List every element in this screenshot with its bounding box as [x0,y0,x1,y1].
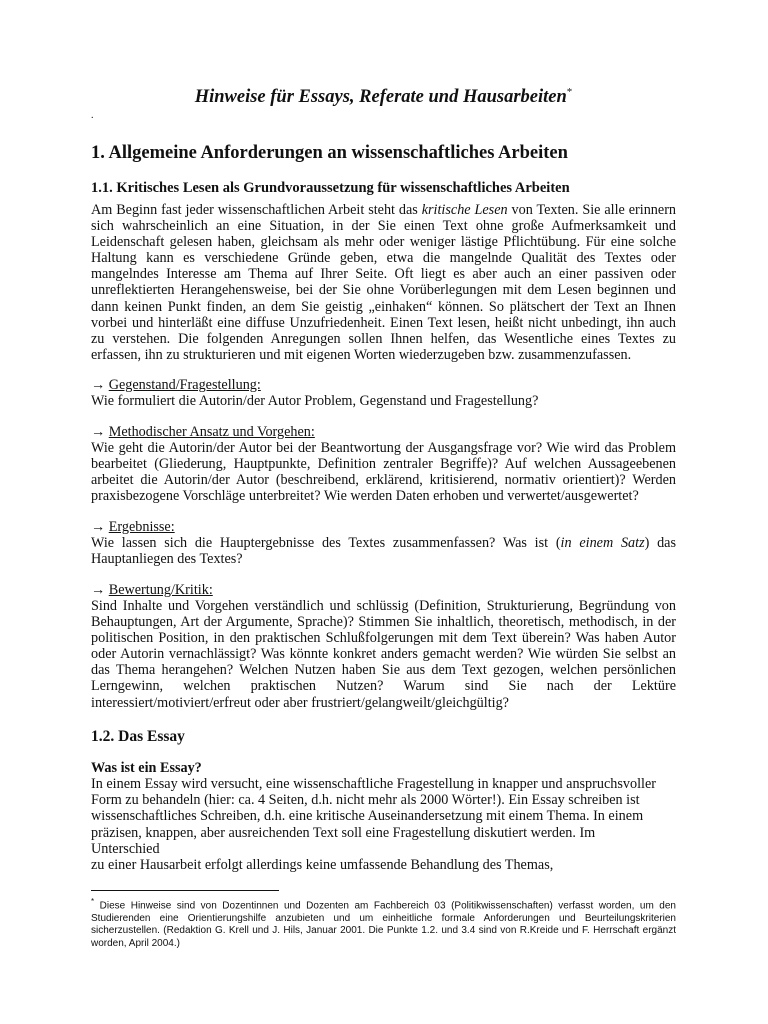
essay-line: In einem Essay wird versucht, eine wissenschaftliche Fragestellung in knapper und anspruchsvoller [91,776,656,792]
intro-paragraph [91,202,676,363]
title-footnote-marker[interactable]: * [566,86,573,98]
footnote-divider [91,890,279,891]
point-2-heading [91,424,315,440]
essay-line: wissenschaftliches Schreiben, d.h. eine kritische Auseinandersetzung mit einem Thema. In einem [91,808,644,825]
point-1-label: Gegenstand/Fragestellung: [108,377,261,393]
footnote [91,896,676,950]
point-2-text: Wie geht die Autorin/der Autor bei der Beantwortung der Ausgangsfrage vor? Wie wird das Problem bearbeitet (Gliederung, Hauptpunkte, Definition zentraler Begriffe)? Auf welchen Aussageebenen arbeitet die Autorin/der Autor (beschreibend, erklärend, kritisierend, normativ orientiert)? Werden praxisbezogene Vorschläge unterbreitet? Wie werden Daten erhoben und verwertet/ausgewertet? [91,440,676,505]
intro-text-start: Am Beginn fast jeder wissenschaftlichen Arbeit steht das [91,202,422,218]
section-1-2-heading: 1.2. Das Essay [91,728,185,745]
arrow-icon: → [91,377,106,393]
footnote-text: Diese Hinweise sind von Dozentinnen und Dozenten am Fachbereich 03 (Politikwissenschaften) verfasst worden, um den Studierenden eine Orientierungshilfe anzubieten und um einheitliche formale Anforderungen und Beurteilungskriterien sicherzustellen. (Redaktion G. Krell und J. Hils, Januar 2001. Die Punkte 1.2. und 3.4 sind von R.Kreide und F. Herrschaft ergänzt worden, April 2004.) [91,900,676,949]
essay-question: Was ist ein Essay? [91,760,202,776]
document-title [91,86,676,108]
arrow-icon: → [91,582,106,598]
point-4-text: Sind Inhalte und Vorgehen verständlich und schlüssig (Definition, Strukturierung, Begründung von Behauptungen, Art der Argumente, Sprache)? Stimmen Sie inhaltlich, theoretisch, methodisch, in der politischen Position, in den praktischen Schlußfolgerungen mit dem Text überein? Was haben Autor oder Autorin vernachlässigt? Was könnte konkret anders gemacht werden? Wie würden Sie selbst an das Thema herangehen? Welchen Nutzen haben Sie aus dem Text gezogen, welchen persönlichen Lerngewinn, welchen praktischen Nutzen? Warum sind Sie nach der Lektüre interessiert/motiviert/erfreut oder aber frustriert/gelangweilt/gleichgültig? [91,598,676,711]
intro-text-rest: von Texten. Sie alle erinnern sich wahrscheinlich an eine Situation, in der Sie einen Text ohne große Aufmerksamkeit und Leidenschaft gelesen haben, gleichsam als mehr oder weniger lästige Pflichtübung. Für eine solche Haltung kann es verschiedene Gründe geben, etwa die mangelnde Qualität des Textes oder mangelndes Interesse am Thema auf Ihrer Seite. Oft liegt es aber auch an einer passiven oder unreflektierten Herangehensweise, bei der Sie ohne Vorüberlegungen mit dem Lesen beginnen und dann keinen Punkt finden, an dem Sie geistig „einhaken“ können. So plätschert der Text an Ihnen vorbei und hinterläßt eine diffuse Unzufriedenheit. Einen Text lesen, heißt nicht unbedingt, ihn auch zu verstehen. Die folgenden Anregungen sollen Ihnen helfen, das Wesentliche eines Textes zu erfassen, ihn zu strukturieren und mit eigenen Worten wiederzugeben bzw. zusammenzufassen. [91,202,677,363]
section-1-heading: 1. Allgemeine Anforderungen an wissenschaftliches Arbeiten [91,143,568,163]
arrow-icon: → [91,519,106,535]
arrow-icon: → [91,424,106,440]
point-3-italic: in einem Satz [560,535,645,551]
point-3-text [91,535,676,567]
point-3-label: Ergebnisse: [108,519,175,535]
point-1-text: Wie formuliert die Autorin/der Autor Problem, Gegenstand und Fragestellung? [91,393,539,409]
point-1-heading [91,377,261,393]
point-3-heading [91,519,175,535]
point-3-text-start: Wie lassen sich die Hauptergebnisse des Textes zusammenfassen? Was ist ( [91,535,561,551]
section-1-1-heading: 1.1. Kritisches Lesen als Grundvoraussetzung für wissenschaftliches Arbeiten [91,180,570,196]
essay-paragraph [91,776,661,873]
essay-line: Form zu behandeln (hier: ca. 4 Seiten, d.h. nicht mehr als 2000 Wörter!). Ein Essay schreiben ist [91,792,640,809]
intro-italic-phrase: kritische Lesen [421,202,508,218]
point-4-label: Bewertung/Kritik: [108,582,213,598]
point-3-text-end: ) das Hauptanliegen des Textes? [91,535,676,568]
essay-line: präzisen, knappen, aber ausreichenden Text soll eine Fragestellung diskutiert werden. Im Unterschied [91,824,596,857]
stray-mark: . [91,110,94,121]
point-4-heading [91,582,213,598]
essay-line: zu einer Hausarbeit erfolgt allerdings keine umfassende Behandlung des Themas, [91,857,554,874]
point-2-label: Methodischer Ansatz und Vorgehen: [108,424,315,440]
document-title-text: Hinweise für Essays, Referate und Hausarbeiten [194,87,567,108]
footnote-marker: * [91,897,95,906]
